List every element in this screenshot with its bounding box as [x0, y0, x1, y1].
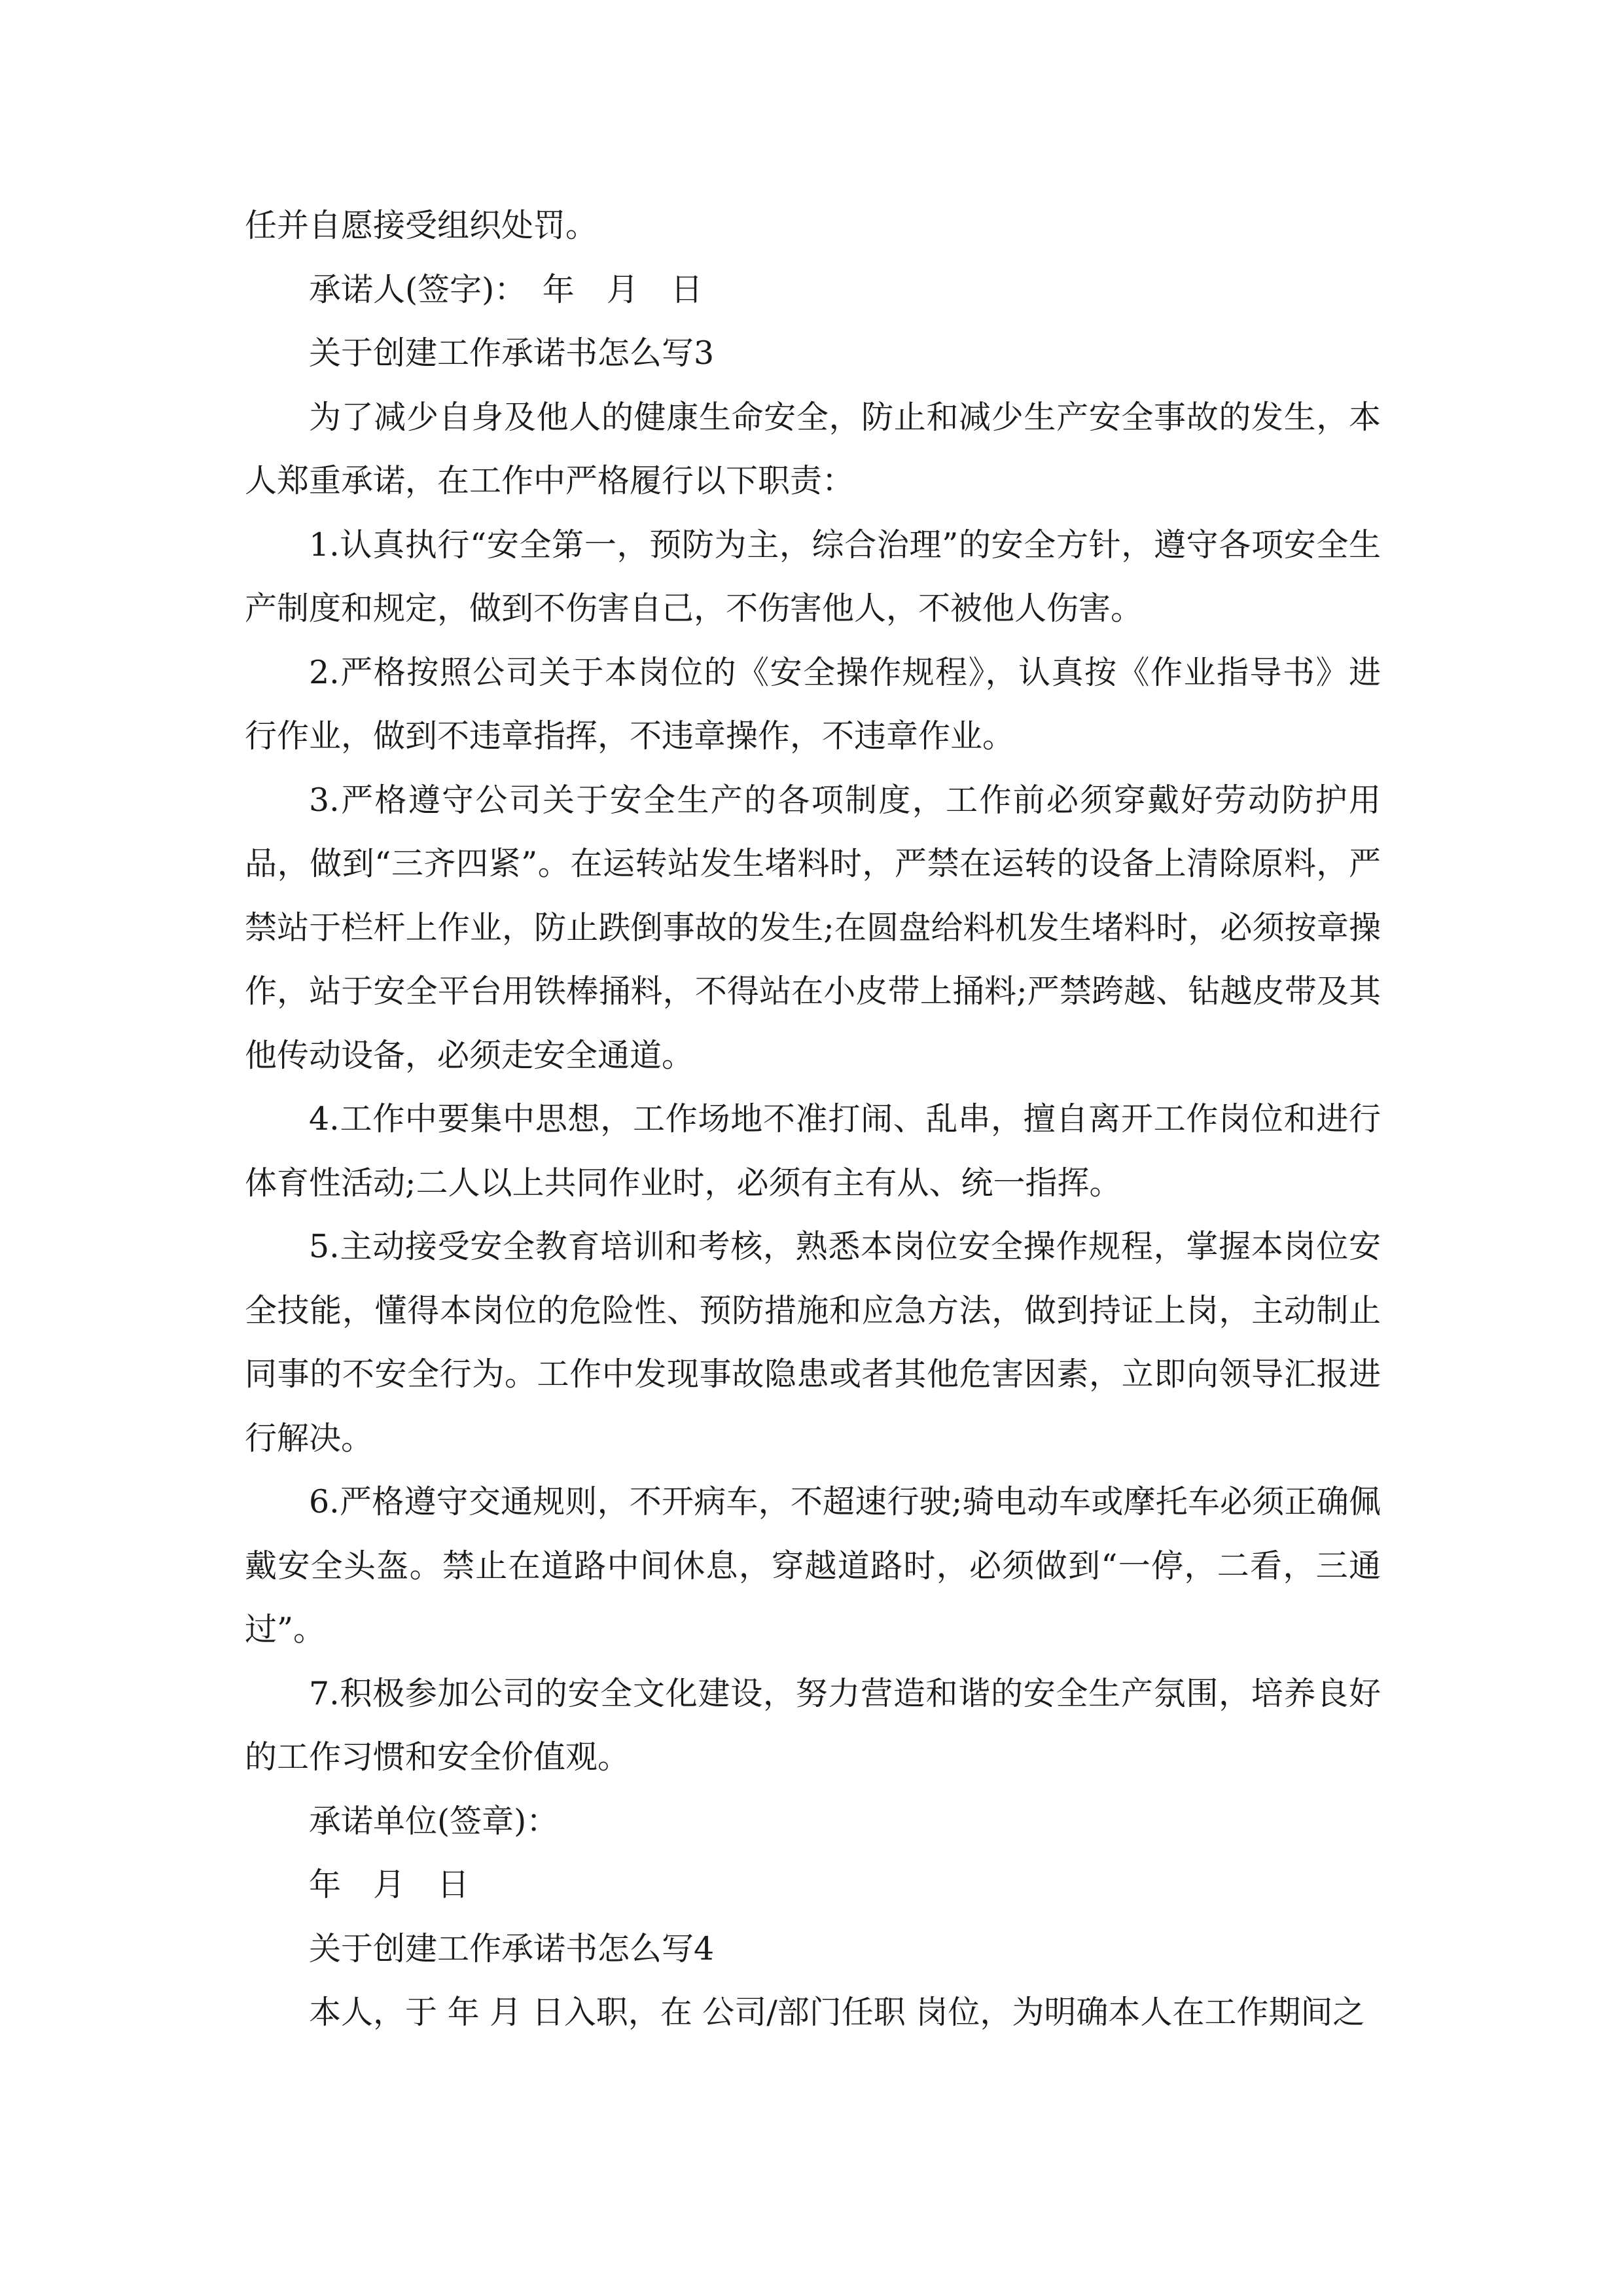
paragraph-continuation: 任并自愿接受组织处罚。: [245, 207, 598, 244]
section-heading-3: 关于创建工作承诺书怎么写3: [309, 334, 715, 372]
list-item-3: 3.严格遵守公司关于安全生产的各项制度，工作前必须穿戴好劳动防护用品，做到“三齐四紧”。在运转站发生堵料时，严禁在运转的设备上清除原料，严禁站于栏杆上作业，防止跌倒事故的发生;在圆盘给料机发生堵料时，必须按章操作，站于安全平台用铁棒捅料，不得站在小皮带上捅料;严禁跨越、钻越皮带及其他传动设备，必须走安全通道。: [245, 781, 1381, 1074]
section-heading-4: 关于创建工作承诺书怎么写4: [309, 1929, 715, 1967]
signature-line-promisor: 承诺人(签字)： 年 月 日: [309, 270, 703, 308]
signature-line-unit: 承诺单位(签章)：: [309, 1802, 559, 1840]
list-item-7: 7.积极参加公司的安全文化建设，努力营造和谐的安全生产氛围，培养良好的工作习惯和安全价值观。: [245, 1674, 1381, 1776]
paragraph-intro: 为了减少自身及他人的健康生命安全，防止和减少生产安全事故的发生，本人郑重承诺，在工作中严格履行以下职责：: [245, 398, 1381, 499]
paragraph-employment: 本人，于 年 月 日入职，在 公司/部门任职 岗位，为明确本人在工作期间之: [309, 1994, 1365, 2031]
list-item-1: 1.认真执行“安全第一，预防为主，综合治理”的安全方针，遵守各项安全生产制度和规定，做到不伤害自己，不伤害他人，不被他人伤害。: [245, 526, 1381, 627]
list-item-5: 5.主动接受安全教育培训和考核，熟悉本岗位安全操作规程，掌握本岗位安全技能，懂得本岗位的危险性、预防措施和应急方法，做到持证上岗，主动制止同事的不安全行为。工作中发现事故隐患或者其他危害因素，立即向领导汇报进行解决。: [245, 1228, 1381, 1457]
list-item-2: 2.严格按照公司关于本岗位的《安全操作规程》，认真按《作业指导书》进行作业，做到不违章指挥，不违章操作，不违章作业。: [245, 653, 1381, 755]
document-body: [245, 194, 1381, 2045]
date-line: 年 月 日: [309, 1866, 470, 1903]
list-item-6: 6.严格遵守交通规则，不开病车，不超速行驶;骑电动车或摩托车必须正确佩戴安全头盔。禁止在道路中间休息，穿越道路时，必须做到“一停，二看，三通过”。: [245, 1483, 1381, 1648]
list-item-4: 4.工作中要集中思想，工作场地不准打闹、乱串，擅自离开工作岗位和进行体育性活动;二人以上共同作业时，必须有主有从、统一指挥。: [245, 1100, 1381, 1202]
